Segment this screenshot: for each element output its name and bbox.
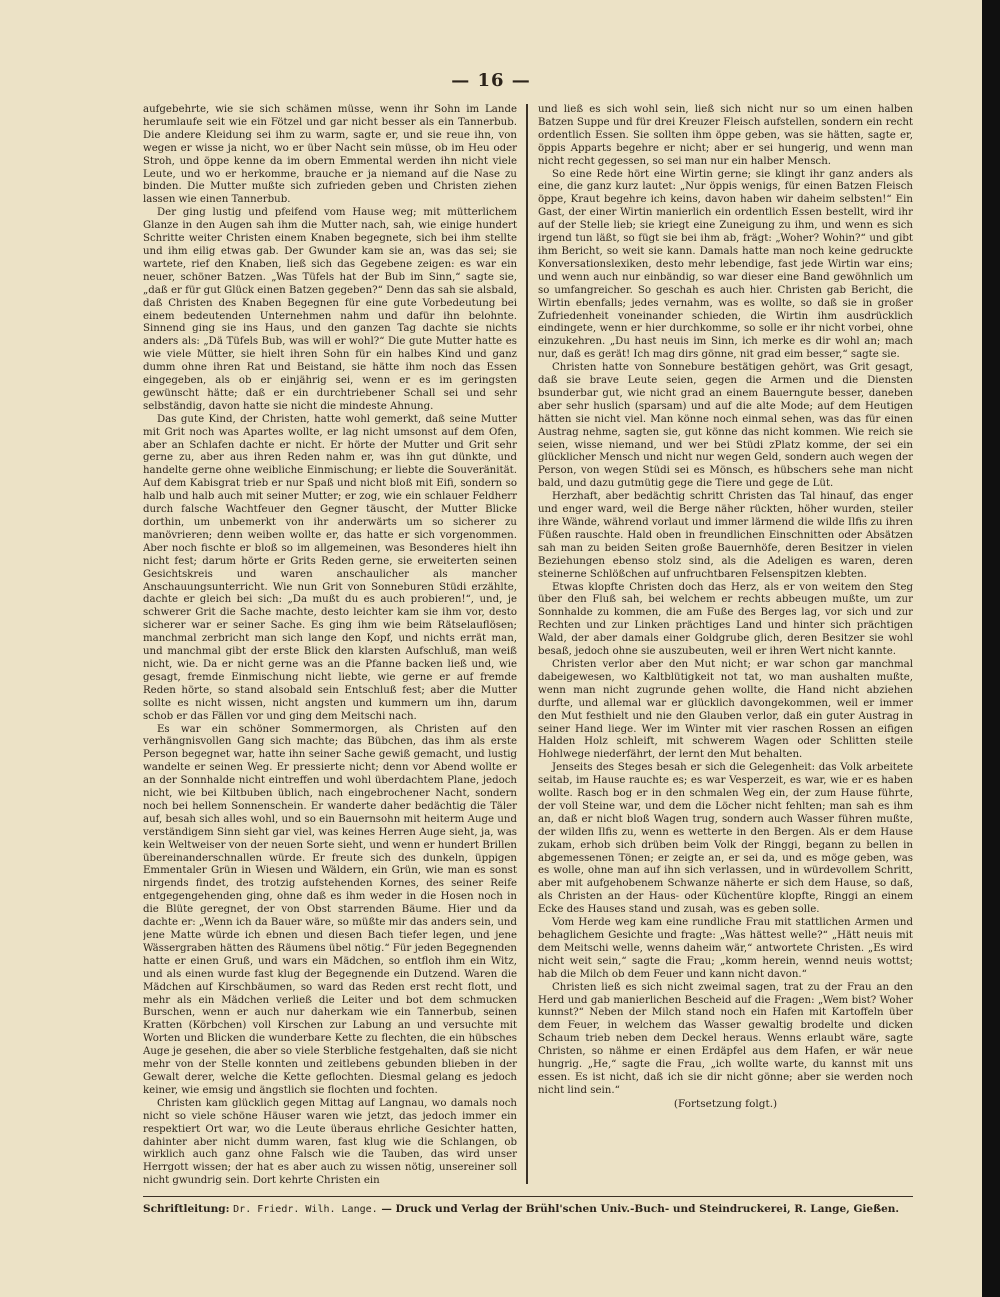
paragraph: Christen kam glücklich gegen Mittag auf Langnau, wo damals noch nicht so viele schöne Häuser waren wie jetzt, das jedoch immer ein respektiert Ort war, wo die Leute überaus ehrliche Gesichter hatten, dahinter aber nicht dumm waren, fast klug wie die Schlangen, ob wirklich auch ganz ohne Falsch wie die Tauben, das wird unser Herrgott wissen; der hat es aber auch zu wissen nötig, unsereiner soll nicht gwundrig sein. Dort kehrte Christen ein <box>143 1097 517 1187</box>
footer-rule <box>143 1196 913 1197</box>
paragraph: aufgebehrte, wie sie sich schämen müsse, wenn ihr Sohn im Lande herumlaufe seit wie ein Fötzel und gar nicht besser als ein Tannerbub. Die andere Kleidung sei ihm zu warm, sagte er, und sie reue ihn, von wegen er wisse ja nicht, wo er über Nacht sein müsse, ob im Heu oder Stroh, und öppe kenne da im obern Emmental werden ihn nicht viele Leute, und wo er herkomme, brauche er ja niemand auf die Nase zu binden. Die Mutter mußte sich zufrieden geben und Christen ziehen lassen wie einen Tannerbub. <box>143 104 517 206</box>
right-column <box>538 104 913 1189</box>
paragraph: Christen hatte von Sonnebure bestätigen gehört, was Grit gesagt, daß sie brave Leute seien, gegen die Armen und die Diensten bsunderbar gut, wie nicht grad an einem Bauerngute besser, daneben aber sehr huslich (sparsam) und auf die alte Mode; auf dem Heutigen hätten sie nicht viel. Man könne noch einmal sehen, was das für einen Austrag nehme, sagten sie, gut könne das nicht kommen. Wie reich sie seien, wisse niemand, und wer bei Stüdi zPlatz komme, der sei ein glücklicher Mensch und nicht nur wegen Geld, sondern auch wegen der Person, von wegen Stüdi sei es Mönsch, es hübschers sehe man nicht bald, und dazu gutmütig gege die Tiere und gege de Lüt. <box>538 362 913 490</box>
paragraph: So eine Rede hört eine Wirtin gerne; sie klingt ihr ganz anders als eine, die ganz kurz lautet: „Nur öppis wenigs, für einen Batzen Fleisch öppe, Kraut begehre ich keins, davon haben wir daheim selbsten!“ Ein Gast, der einer Wirtin manierlich ein ordentlich Essen bestellt, wird ihr auf der Stelle lieb; sie kriegt eine Zuneigung zu ihm, und wenn es sich irgend tun läßt, so fügt sie bei ihm ab, frägt: „Woher? Wohin?“ und gibt ihm Bericht, so weit sie kann. Damals hatte man noch keine gedruckte Konversationslexiken, desto mehr lebendige, fast jede Wirtin war eins; und wenn auch nur einbändig, so war dieser eine Band gewöhnlich um so umfangreicher. So geschah es auch hier. Christen gab Bericht, die Wirtin ebenfalls; jedes vernahm, was es wollte, so daß sie in großer Zufriedenheit voneinander schieden, die Wirtin ihm ausdrücklich eindingete, wenn er hier durchkomme, so solle er ihr nicht vorbei, ohne einzukehren. „Du hast neuis im Sinn, ich merke es dir wohl an; mach nur, daß es gerät! Ich mag dirs gönne, nit grad eim besser,“ sagte sie. <box>538 168 913 361</box>
paragraph: Es war ein schöner Sommermorgen, als Christen auf den verhängnisvollen Gang sich machte; das Bübchen, das ihm als erste Person begegnet war, hatte ihn seiner Sache gewiß gemacht, und lustig wandelte er seinen Weg. Er pressierte nicht; denn vor Abend wollte er an der Sonnhalde nicht eintreffen und wohl überdachtem Plane, jedoch nicht, wie bei Kiltbuben üblich, nach eingebrochener Nacht, sondern noch bei hellem Sonnenschein. Er wanderte daher bedächtig die Täler auf, besah sich alles wohl, und so ein Bauernsohn mit heiterm Auge und verständigem Sinn sieht gar viel, was keines Herren Auge sieht, ja, was kein Weltweiser von der neuen Sorte sieht, und wenn er hundert Brillen übereinanderschnallen würde. Er freute sich des dunkeln, üppigen Emmentaler Grün in Wiesen und Wäldern, ein Grün, wie man es sonst nirgends findet, des trotzig aufstehenden Kornes, des seiner Reife entgegengehenden ging, ohne daß es ihm weder in die Hosen noch in die Blüte geregnet, der von Obst starrenden Bäume. Hier und da dachte er: „Wenn ich da Bauer wäre, so müßte mir das anders sein, und jene Matte würde ich ebnen und diesen Bach tiefer legen, und jene Wässergraben hätten des Räumens übel nötig.“ Für jeden Begegnenden hatte er einen Gruß, und wars ein Mädchen, so entfloh ihm ein Witz, und als einen wurde fast klug der Begegnende ein Dutzend. Waren die Mädchen auf Kirschbäumen, so ward das Reden erst recht flott, und mehr als ein Mädchen verließ die Leiter und bot dem schmucken Burschen, wenn er auch nur daherkam wie ein Tannerbub, seinen Kratten (Körbchen) voll Kirschen zur Labung an und versuchte mit Worten und Blicken die wunderbare Kette zu flechten, die ein hübsches Auge je gesehen, die aber so viele Sterbliche festgehalten, daß sie nicht mehr von der Stelle konnten und zeitlebens gebunden blieben in der Gewalt derer, welche die Kette geflochten. Diesmal gelang es jedoch keiner, wie emsig und ängstlich sie flochten und fochten. <box>143 723 517 1096</box>
paragraph: Christen verlor aber den Mut nicht; er war schon gar manchmal dabeigewesen, wo Kaltblütigkeit not tat, wo man aushalten mußte, wenn man nicht zugrunde gehen wollte, die Hand nicht abziehen durfte, und allemal war er glücklich davongekommen, weil er immer den Mut festhielt und nie den Glauben verlor, daß ein guter Austrag in seiner Hand liege. Wer im Winter mit vier raschen Rossen an eifigen Halden Holz schleift, mit schwerem Wagen oder Schlitten steile Hohlwege niederfährt, der lernt den Mut behalten. <box>538 658 913 761</box>
paragraph: und ließ es sich wohl sein, ließ sich nicht nur so um einen halben Batzen Suppe und für drei Kreuzer Fleisch aufstellen, sondern ein recht ordentlich Essen. Sie sollten ihm öppe geben, was sie hätten, sagte er, öppis Apparts begehre er nicht; aber er sei hungerig, und wenn man nicht recht gegessen, so sei man nur ein halber Mensch. <box>538 104 913 167</box>
scan-edge <box>982 0 1000 1297</box>
paragraph: Das gute Kind, der Christen, hatte wohl gemerkt, daß seine Mutter mit Grit noch was Apartes wollte, er lag nicht umsonst auf dem Ofen, aber an Schlafen dachte er nicht. Er hörte der Mutter und Grit sehr gerne zu, aber aus ihren Reden nahm er, was ihn gut dünkte, und handelte gerne ohne weibliche Einmischung; er liebte die Souveränität. Auf dem Kabisgrat trieb er nur Spaß und nicht bloß mit Eifi, sondern so halb und halb auch mit seiner Mutter; er zog, wie ein schlauer Feldherr durch falsche Wachtfeuer den Gegner täuscht, der Mutter Blicke dorthin, um unbemerkt von ihr anderwärts um so sicherer zu manövrieren; denn weiben wollte er, das hatte er sich vorgenommen. Aber noch fischte er bloß so im allgemeinen, was Besonderes hielt ihn nicht fest; darum hörte er Grits Reden gerne, sie erweiterten seinen Gesichtskreis und waren anschaulicher als mancher Anschauungsunterricht. Wie nun Grit von Sonneburen Stüdi erzählte, dachte er gleich bei sich: „Da mußt du es auch probieren!“, und, je schwerer Grit die Sache machte, desto leichter kam sie ihm vor, desto sicherer war er seiner Sache. Es ging ihm wie beim Rätselauflösen; manchmal zerbricht man sich lange den Kopf, und nichts errät man, und manchmal gibt der erste Blick den klarsten Aufschluß, man weiß nicht, wie. Da er nicht gerne was an die Pfanne backen ließ und, wie gesagt, fremde Einmischung nicht liebte, wie gerne er auf fremde Reden hörte, so stand alsobald sein Entschluß fest; aber die Mutter sollte es nicht wissen, nicht angsten und kummern um ihn, darum schob er das Fällen vor und ging dem Meitschi nach. <box>143 413 517 722</box>
imprint-footer <box>143 1203 913 1215</box>
paragraph: Vom Herde weg kam eine rundliche Frau mit stattlichen Armen und behaglichem Gesichte und fragte: „Was hättest welle?“ „Hätt neuis mit dem Meitschi welle, wenns daheim wär,“ antwortete Christen. „Es wird nicht weit sein,“ sagte die Frau; „komm herein, wennd neuis wottst; hab die Milch ob dem Feuer und kann nicht davon.“ <box>538 917 913 980</box>
paragraph: Jenseits des Steges besah er sich die Gelegenheit: das Volk arbeitete seitab, im Hause rauchte es; es war Vesperzeit, es war, wie er es haben wollte. Rasch bog er in den schmalen Weg ein, der zum Hause führte, der voll Steine war, und dem die Löcher nicht fehlten; man sah es ihm an, daß er nicht bloß Wagen trug, sondern auch Wasser führen mußte, der wilden Ilfis zu, wenn es wetterte in den Bergen. Als er dem Hause zukam, erhob sich drüben beim Volk der Ringgi, begann zu bellen in abgemessenen Tönen; er zeigte an, er sei da, und es möge geben, was es wolle, ohne man auf ihn sich verlassen, und in würdevollem Schritt, aber mit aufgehobenem Schwanze näherte er sich dem Hause, so daß, als Christen an der Haus- oder Küchentüre klopfte, Ringgi an einem Ecke des Hauses stand und zusah, was es geben solle. <box>538 762 913 916</box>
column-divider <box>526 104 528 1184</box>
paragraph: Herzhaft, aber bedächtig schritt Christen das Tal hinauf, das enger und enger ward, weil die Berge näher rückten, höher wurden, steiler ihre Wände, während vorlaut und immer lärmend die wilde Ilfis zu ihren Füßen rauschte. Hald oben in freundlichen Einschnitten oder Absätzen sah man zu beiden Seiten große Bauernhöfe, deren Besitzer in vielen Beziehungen ebenso stolz sind, als die Adeligen es waren, deren steinerne Schlößchen auf unfruchtbaren Felsenspitzen klebten. <box>538 491 913 580</box>
paragraph: Etwas klopfte Christen doch das Herz, als er von weitem den Steg über den Fluß sah, bei welchem er rechts abbeugen mußte, um zur Sonnhalde zu kommen, die am Fuße des Berges lag, vor sich und zur Rechten und zur Linken prächtiges Land und hinter sich prächtigen Wald, der aber damals einer Goldgrube glich, deren Besitzer sie wohl besaß, jedoch ohne sie auszubeuten, weil er ihren Wert nicht kannte. <box>538 581 913 658</box>
footer-label: Schriftleitung: <box>143 1203 230 1215</box>
left-column <box>143 104 517 1189</box>
footer-editor: Dr. Friedr. Wilh. Lange. <box>233 1204 378 1215</box>
page-number: — 16 — <box>451 70 531 91</box>
footer-publisher: — Druck und Verlag der Brühl'schen Univ.-Buch- und Steindruckerei, R. Lange, Gießen. <box>381 1203 900 1215</box>
continuation-note: (Fortsetzung folgt.) <box>673 1097 778 1110</box>
paragraph: Der ging lustig und pfeifend vom Hause weg; mit mütterlichem Glanze in den Augen sah ihm die Mutter nach, sah, wie einige hundert Schritte weiter Christen einem Knaben begegnete, sich bei ihm stellte und ihm eilig etwas gab. Der Gwunder kam sie an, was das sei; sie wartete, rief den Knaben, ließ sich das Gegebene zeigen: es war ein neuer, schöner Batzen. „Was Tüfels hat der Bub im Sinn,“ sagte sie, „daß er für gut Glück einen Batzen gegeben?“ Denn das sah sie alsbald, daß Christen des Knaben Begegnen für eine gute Vorbedeutung bei einem bedeutenden Unternehmen nahm und dafür ihn belohnte. Sinnend ging sie ins Haus, und den ganzen Tag dachte sie nichts anders als: „Dä Tüfels Bub, was will er wohl?“ Die gute Mutter hatte es wie viele Mütter, sie hielt ihren Sohn für ein halbes Kind und ganz dumm ohne ihren Rat und Beistand, sie hätte ihm noch das Essen eingegeben, als ob er einjährig sei, wenn er es im geringsten gewünscht hätte; daß er ein durchtriebener Schall sei und sehr selbständig, davon hatte sie nicht die mindeste Ahnung. <box>143 207 517 412</box>
paragraph: Christen ließ es sich nicht zweimal sagen, trat zu der Frau an den Herd und gab manierlichen Bescheid auf die Fragen: „Wem bist? Woher kunnst?“ Neben der Milch stand noch ein Hafen mit Kartoffeln über dem Feuer, in welchem das Wasser gewaltig brodelte und dicken Schaum trieb neben dem Deckel heraus. Wenns erlaubt wäre, sagte Christen, so nähme er einen Erdäpfel aus dem Hafen, er wär neue hungrig. „He,“ sagte die Frau, „ich wollte warte, du kannst mit uns essen. Es ist nicht, daß ich sie dir nicht gönne; aber sie werden noch nicht lind sein.“ <box>538 981 913 1096</box>
